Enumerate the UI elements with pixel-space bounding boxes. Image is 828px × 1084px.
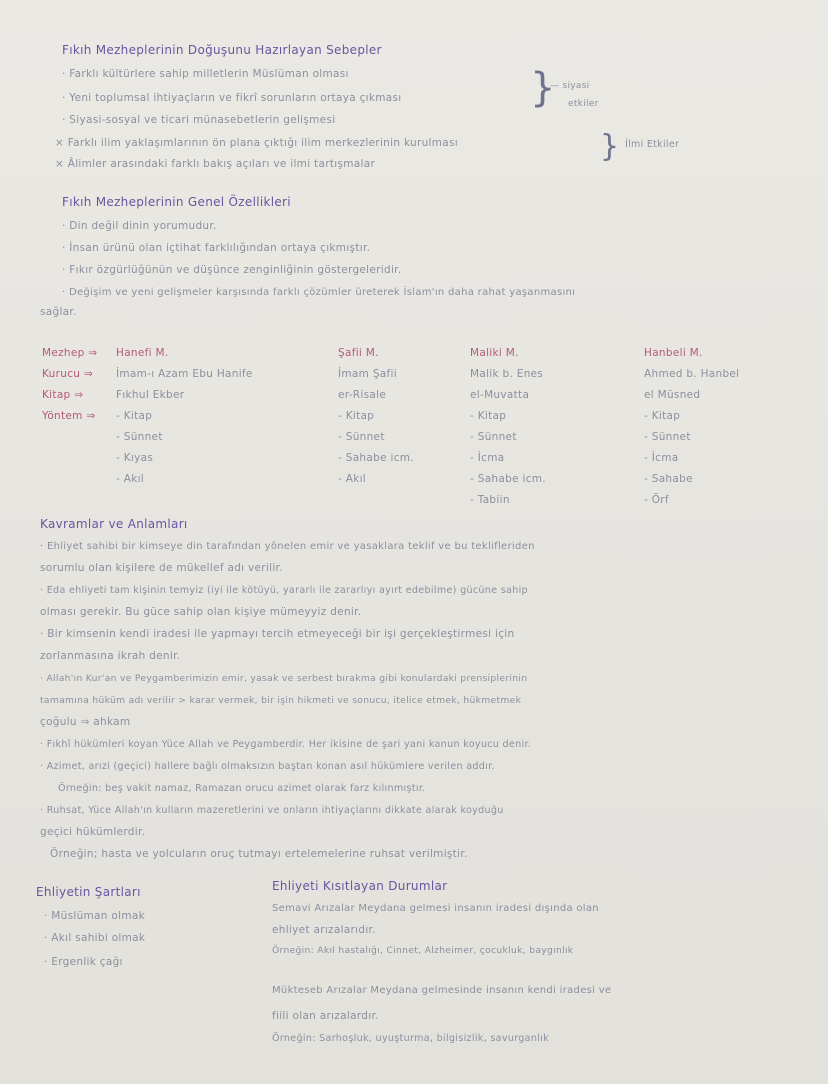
section1-item: · Farklı kültürlere sahip milletlerin Müslüman olması (62, 68, 349, 80)
concept-line: sorumlu olan kişilere de mükellef adı verilir. (40, 562, 283, 574)
section2-item: · Değişim ve yeni gelişmeler karşısında farklı çözümler üreterek İslam'ın daha rahat yaşanmasını (62, 287, 576, 298)
table-column-maliki (470, 347, 546, 515)
section4-title: Ehliyetin Şartları (36, 885, 141, 899)
table-row-labels (42, 347, 97, 431)
mezhep-book: er-Risale (338, 389, 387, 401)
mezhep-founder: Ahmed b. Hanbel (644, 368, 740, 380)
mezhep-book: el-Muvatta (470, 389, 530, 401)
mezhep-method: - Örf (644, 494, 669, 506)
concept-line: · Bir kimsenin kendi iradesi ile yapmayı tercih etmeyeceği bir işi gerçekleştirmesi için (40, 628, 515, 640)
mezhep-name: Hanefi M. (116, 347, 169, 359)
concept-line: · Fıkhî hükümleri koyan Yüce Allah ve Peygamberdir. Her ikisine de şari yani kanun koyucu denir. (40, 739, 532, 750)
concept-line: · Ruhsat, Yüce Allah'ın kulların mazeretlerini ve onların ihtiyaçlarını dikkate alarak koyduğu (40, 805, 504, 816)
mukteseb-line: fiili olan arızalardır. (272, 1010, 379, 1022)
mezhep-method: - Sünnet (338, 431, 385, 443)
mezhep-method: - Kitap (470, 410, 507, 422)
mukteseb-line: Örneğin: Sarhoşluk, uyuşturma, bilgisizlik, savurganlık (272, 1033, 550, 1044)
mezhep-name: Maliki M. (470, 347, 519, 359)
section3-title: Kavramlar ve Anlamları (40, 517, 188, 531)
row-label-kurucu: Kurucu ⇒ (42, 368, 93, 380)
section2-item: · İnsan ürünü olan içtihat farklılığından ortaya çıkmıştır. (62, 242, 371, 254)
concept-line: · Eda ehliyeti tam kişinin temyiz (iyi ile kötüyü, yararlı ile zararlıyı ayırt edebilme) gücüne sahip (40, 585, 528, 596)
section2-item: sağlar. (40, 306, 77, 318)
mezhep-name: Şafii M. (338, 347, 379, 359)
concept-line: Örneğin; hasta ve yolcuların oruç tutmayı ertelemelerine ruhsat verilmiştir. (50, 848, 468, 860)
mezhep-method: - Akıl (338, 473, 367, 485)
mezhep-method: - Kitap (116, 410, 153, 422)
mukteseb-line: Mükteseb Arızalar Meydana gelmesinde insanın kendi iradesi ve (272, 985, 612, 996)
concept-line: tamamına hüküm adı verilir > karar vermek, bir işin hikmeti ve sonucu, itelice etmek, hükmetmek (40, 695, 522, 706)
section2-item: · Din değil dinin yorumudur. (62, 220, 217, 232)
concept-line: olması gerekir. Bu güce sahip olan kişiye mümeyyiz denir. (40, 606, 362, 618)
section1-item: × Âlimler arasındaki farklı bakış açıları ve ilmi tartışmalar (55, 158, 376, 170)
condition-item: · Ergenlik çağı (44, 956, 123, 968)
row-label-mezhep: Mezhep ⇒ (42, 347, 98, 359)
mezhep-method: - Sahabe icm. (470, 473, 546, 485)
concept-line: · Azimet, arızi (geçici) hallere bağlı olmaksızın baştan konan asıl hükümlere verilen addır. (40, 761, 495, 772)
semavi-line: Örneğin: Akıl hastalığı, Cinnet, Alzheimer, çocukluk, baygınlık (272, 945, 574, 956)
mezhep-founder: İmam Şafii (338, 368, 397, 380)
concept-line: çoğulu ⇒ ahkam (40, 716, 131, 728)
mezhep-method: - Sahabe icm. (338, 452, 414, 464)
mezhep-founder: Malik b. Enes (470, 368, 544, 380)
row-label-yontem: Yöntem ⇒ (42, 410, 96, 422)
mezhep-method: - Kıyas (116, 452, 154, 464)
table-column-hanefi (116, 347, 253, 494)
mezhep-book: el Müsned (644, 389, 701, 401)
mezhep-method: - Akıl (116, 473, 145, 485)
section1-item: × Farklı ilim yaklaşımlarının ön plana çıktığı ilim merkezlerinin kurulması (55, 137, 458, 149)
concept-line: · Allah'ın Kur'an ve Peygamberimizin emir, yasak ve serbest bırakma gibi konulardaki prensiplerinin (40, 673, 528, 684)
table-column-hanbeli (644, 347, 739, 515)
mezhep-method: - Sünnet (470, 431, 517, 443)
section5-title: Ehliyeti Kısıtlayan Durumlar (272, 879, 448, 893)
table-column-safii (338, 347, 414, 494)
mezhep-method: - Sünnet (116, 431, 163, 443)
condition-item: · Müslüman olmak (44, 910, 145, 922)
mezhep-founder: İmam-ı Azam Ebu Hanife (116, 368, 253, 380)
mezhep-method: - Sünnet (644, 431, 691, 443)
section1-item: · Yeni toplumsal ihtiyaçların ve fikrî sorunların ortaya çıkması (62, 92, 402, 104)
section1-item: · Siyasi-sosyal ve ticari münasebetlerin gelişmesi (62, 114, 336, 126)
section1-title: Fıkıh Mezheplerinin Doğuşunu Hazırlayan Sebepler (62, 43, 382, 57)
mezhep-name: Hanbeli M. (644, 347, 703, 359)
concept-line: geçici hükümlerdir. (40, 826, 146, 838)
brace-political-label: etkiler (568, 99, 599, 109)
mezhep-method: - İcma (644, 452, 679, 464)
section2-title: Fıkıh Mezheplerinin Genel Özellikleri (62, 195, 291, 209)
mezhep-method: - Kitap (338, 410, 375, 422)
semavi-line: ehliyet arızalarıdır. (272, 924, 376, 936)
concept-line: · Ehliyet sahibi bir kimseye din tarafından yönelen emir ve yasaklara teklif ve bu teklifleriden (40, 541, 535, 552)
semavi-line: Semavi Arızalar Meydana gelmesi insanın iradesi dışında olan (272, 903, 599, 914)
concept-line: Örneğin: beş vakit namaz, Ramazan orucu azimet olarak farz kılınmıştır. (58, 783, 426, 794)
brace-scholarly: } (600, 129, 620, 164)
mezhep-method: - Tabiin (470, 494, 510, 506)
brace-political-label: — siyasi (550, 81, 590, 91)
brace-scholarly-label: İlmi Etkiler (625, 139, 680, 150)
concept-line: zorlanmasına ikrah denir. (40, 650, 181, 662)
section2-item: · Fıkır özgürlüğünün ve düşünce zenginliğinin göstergeleridir. (62, 264, 402, 276)
brace-political: } (530, 65, 556, 111)
mezhep-book: Fıkhul Ekber (116, 389, 185, 401)
condition-item: · Akıl sahibi olmak (44, 932, 146, 944)
mezhep-method: - Kitap (644, 410, 681, 422)
row-label-kitap: Kitap ⇒ (42, 389, 84, 401)
mezhep-method: - Sahabe (644, 473, 693, 485)
mezhep-method: - İcma (470, 452, 505, 464)
